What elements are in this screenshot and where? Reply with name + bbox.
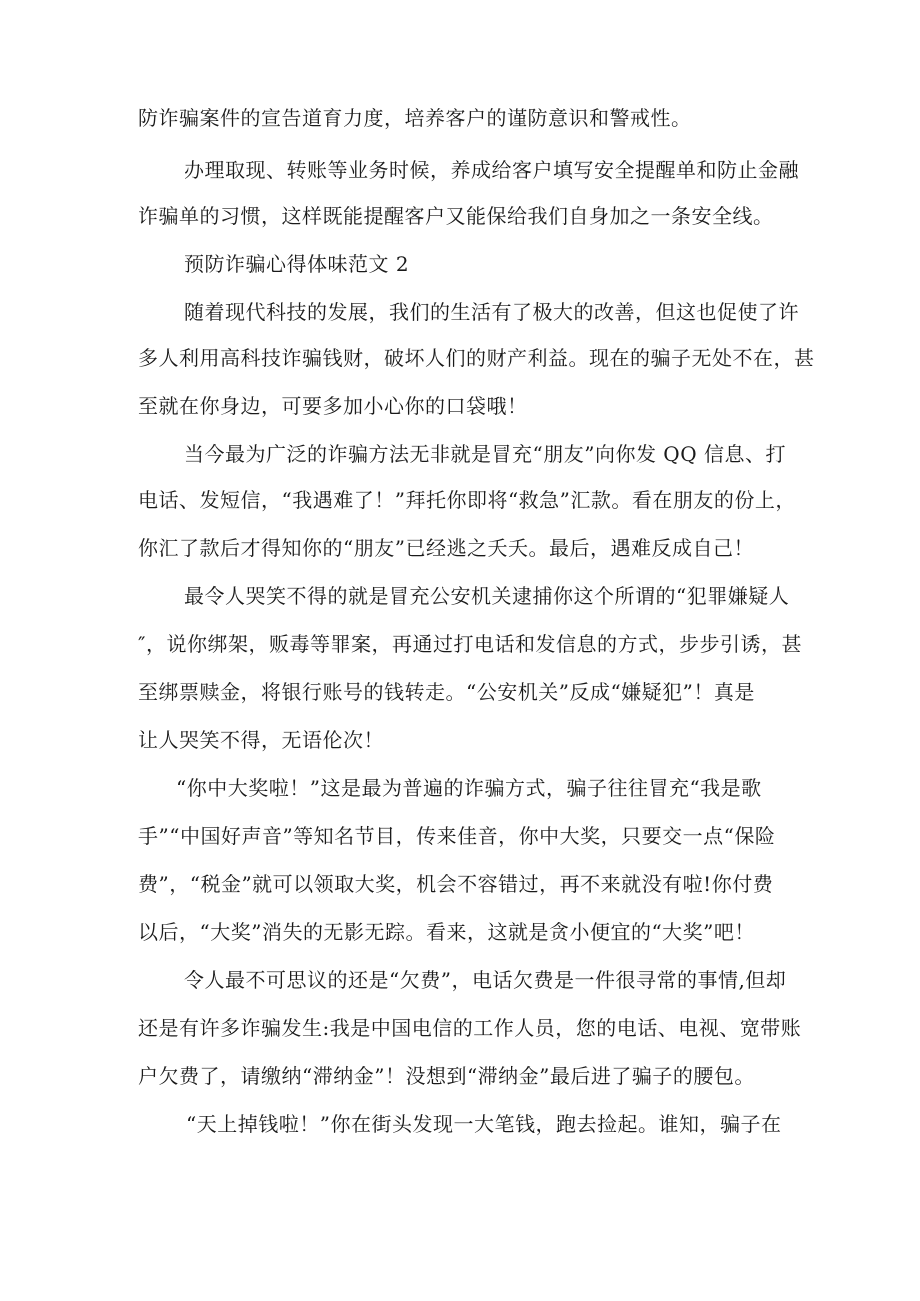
paragraph-line: 手”“中国好声音”等知名节目，传来佳音，你中大奖，只要交一点“保险	[138, 824, 776, 848]
paragraph-line: 还是有许多诈骗发生:我是中国电信的工作人员，您的电话、电视、宽带账	[138, 1016, 802, 1040]
paragraph-line: 诈骗单的习惯，这样既能提醒客户又能保给我们自身加之一条安全线。	[138, 204, 774, 228]
paragraph-line: “天上掉钱啦！”你在街头发现一大笔钱，跑去捡起。谁知，骗子在	[186, 1112, 782, 1136]
paragraph-line: “你中大奖啦！”这是最为普遍的诈骗方式，骗子往往冒充“我是歌	[176, 776, 762, 800]
section-heading: 预防诈骗心得体味范文 2	[184, 252, 410, 276]
paragraph-line: 令人最不可思议的还是“欠费”，电话欠费是一件很寻常的事情,但却	[184, 968, 787, 992]
paragraph-line: 防诈骗案件的宣告道育力度，培养客户的谨防意识和警戒性。	[138, 106, 692, 130]
paragraph-line: 当今最为广泛的诈骗方法无非就是冒充“朋友”向你发 QQ 信息、打	[184, 442, 786, 466]
paragraph-line: 电话、发短信，“我遇难了！”拜托你即将“救急”汇款。看在朋友的份上，	[138, 488, 796, 512]
paragraph-line: 以后，“大奖”消失的无影无踪。看来，这就是贪小便宜的“大奖”吧！	[138, 920, 755, 944]
paragraph-line: ″，说你绑架，贩毒等罪案，再通过打电话和发信息的方式，步步引诱，甚	[138, 632, 802, 656]
paragraph-line: 至绑票赎金，将银行账号的钱转走。“公安机关”反成“嫌疑犯”！真是	[138, 680, 755, 704]
paragraph-line: 多人利用高科技诈骗钱财，破坏人们的财产利益。现在的骗子无处不在，甚	[138, 346, 815, 370]
paragraph-line: 户欠费了，请缴纳“滞纳金”！没想到“滞纳金”最后进了骗子的腰包。	[138, 1064, 755, 1088]
paragraph-line: 你汇了款后才得知你的“朋友”已经逃之夭夭。最后，遇难反成自己！	[138, 536, 754, 560]
paragraph-line: 费”，“税金”就可以领取大奖，机会不容错过，再不来就没有啦!你付费	[138, 872, 774, 896]
paragraph-line: 至就在你身边，可要多加小心你的口袋哦！	[138, 394, 528, 418]
paragraph-line: 让人哭笑不得，无语伦次！	[138, 728, 384, 752]
paragraph-line: 最令人哭笑不得的就是冒充公安机关逮捕你这个所谓的“犯罪嫌疑人	[184, 584, 790, 608]
paragraph-line: 随着现代科技的发展，我们的生活有了极大的改善，但这也促使了许	[184, 300, 799, 324]
paragraph-line: 办理取现、转账等业务时候，养成给客户填写安全提醒单和防止金融	[184, 158, 799, 182]
